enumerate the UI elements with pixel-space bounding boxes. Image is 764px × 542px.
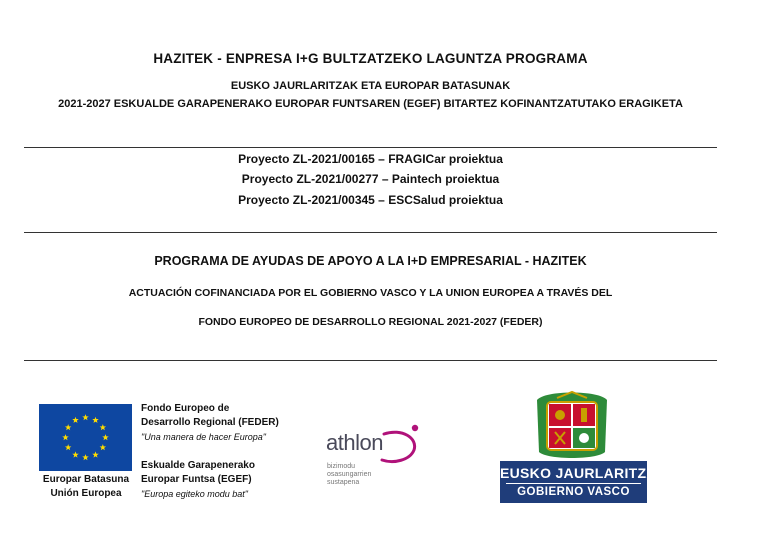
project-line: Proyecto ZL-2021/00345 – ESCSalud proiektua: [238, 193, 503, 207]
eu-caption-es: Unión Europea: [50, 488, 122, 499]
fund-name-eu-1: Eskualde Garapenerako: [141, 460, 255, 471]
divider: [24, 360, 717, 361]
athlon-tagline-2: osasungarrien: [327, 471, 372, 478]
fund-motto-eu: "Europa egiteko modu bat": [141, 489, 248, 499]
fund-motto-es: "Una manera de hacer Europa": [141, 432, 266, 442]
athlon-wordmark: athlon: [326, 430, 383, 455]
athlon-tagline-1: bizimodu: [327, 463, 356, 470]
athlon-logo: [322, 420, 426, 492]
gobierno-vasco-logo: [500, 461, 657, 503]
spanish-line-2: ACTUACIÓN COFINANCIADA POR EL GOBIERNO VASCO Y LA UNION EUROPEA A TRAVÉS DEL: [128, 287, 613, 299]
gv-separator: [506, 483, 641, 484]
athlon-tagline-3: sustapena: [327, 479, 360, 486]
spanish-title: PROGRAMA DE AYUDAS DE APOYO A LA I+D EMPRESARIAL - HAZITEK: [154, 254, 587, 268]
divider: [24, 147, 717, 148]
eu-caption-eu: Europar Batasuna: [42, 474, 130, 485]
fund-name-eu-2: Europar Funtsa (EGEF): [141, 474, 252, 485]
eu-flag-logo: [39, 404, 132, 471]
gv-name-eu: EUSKO JAURLARITZA: [500, 465, 657, 481]
header-line-3: 2021-2027 ESKUALDE GARAPENERAKO EUROPAR FUNTSAREN (EGEF) BITARTEZ KOFINANTZATUTAKO ERAGIKETA: [58, 98, 683, 110]
gv-name-es: GOBIERNO VASCO: [517, 486, 630, 498]
project-line: Proyecto ZL-2021/00165 – FRAGICar proiektua: [238, 152, 503, 166]
divider: [24, 232, 717, 233]
spanish-line-3: FONDO EUROPEO DE DESARROLLO REGIONAL 2021-2027 (FEDER): [198, 316, 543, 328]
header-title: HAZITEK - ENPRESA I+G BULTZATZEKO LAGUNTZA PROGRAMA: [153, 51, 588, 66]
project-line: Proyecto ZL-2021/00277 – Paintech proiektua: [241, 172, 500, 186]
fund-name-es-2: Desarrollo Regional (FEDER): [141, 417, 279, 428]
fund-name-es-1: Fondo Europeo de: [141, 403, 230, 414]
gobierno-vasco-coat-of-arms-icon: [527, 390, 617, 462]
header-line-2: EUSKO JAURLARITZAK ETA EUROPAR BATASUNAK: [230, 80, 511, 92]
eu-flag-field: [39, 404, 132, 471]
